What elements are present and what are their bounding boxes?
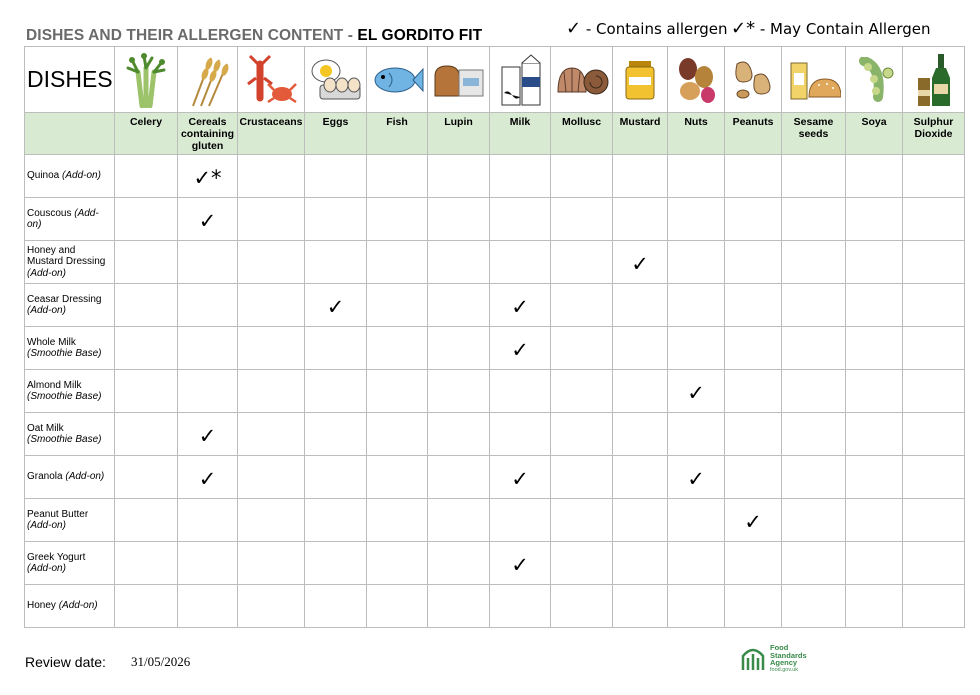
cell-soya	[846, 456, 903, 499]
cell-celery	[115, 198, 178, 241]
cell-soya	[846, 585, 903, 628]
dishes-heading: DISHES	[25, 47, 115, 113]
cell-soya	[846, 198, 903, 241]
cell-peanuts	[725, 284, 782, 327]
dish-note: (Add-on)	[58, 600, 98, 612]
dish-name-text: Greek Yogurt	[27, 551, 86, 563]
cell-eggs	[305, 585, 367, 628]
cell-peanuts	[725, 456, 782, 499]
cell-eggs	[305, 499, 367, 542]
table-row	[25, 499, 965, 542]
header-peanuts: Peanuts	[725, 113, 782, 155]
cell-gluten	[178, 284, 238, 327]
sesame-icon	[782, 47, 846, 113]
cell-sesame	[782, 499, 846, 542]
dish-name-text: Oat Milk	[27, 422, 64, 434]
header-fish: Fish	[367, 113, 428, 155]
cell-soya	[846, 327, 903, 370]
header-nuts: Nuts	[668, 113, 725, 155]
legend-contains-label: - Contains allergen	[581, 20, 728, 38]
dish-name	[25, 241, 115, 284]
peanuts-icon	[725, 47, 782, 113]
cell-lupin	[428, 198, 490, 241]
cell-gluten	[178, 370, 238, 413]
cell-sulphur	[903, 499, 965, 542]
cell-nuts	[668, 413, 725, 456]
dish-name-text: Honey	[27, 600, 59, 612]
dish-name-text: Whole Milk	[27, 336, 76, 348]
dish-rows	[25, 155, 965, 628]
check-icon: ✓	[687, 467, 705, 491]
check-icon: ✓	[631, 252, 649, 276]
cell-eggs	[305, 327, 367, 370]
eggs-icon	[305, 47, 367, 113]
header-blank	[25, 113, 115, 155]
cell-fish	[367, 284, 428, 327]
allergen-table	[24, 46, 965, 628]
cell-mustard	[613, 542, 668, 585]
cell-peanuts	[725, 413, 782, 456]
cell-sesame	[782, 155, 846, 198]
fsa-line3: Agency	[770, 658, 798, 667]
table-row	[25, 241, 965, 284]
cell-celery	[115, 284, 178, 327]
cell-celery	[115, 370, 178, 413]
legend-may-contain	[731, 18, 930, 39]
header-soya: Soya	[846, 113, 903, 155]
legend-contains	[566, 18, 727, 39]
check-star-icon: ✓*	[731, 18, 756, 39]
title-text: DISHES AND THEIR ALLERGEN CONTENT -	[26, 27, 358, 44]
cell-sulphur	[903, 198, 965, 241]
cell-mollusc	[551, 413, 613, 456]
cell-sesame	[782, 327, 846, 370]
dish-name	[25, 585, 115, 628]
cell-sesame	[782, 585, 846, 628]
cell-fish	[367, 241, 428, 284]
cell-peanuts	[725, 327, 782, 370]
table-row	[25, 585, 965, 628]
fsa-line2: Standards	[770, 650, 807, 660]
cell-milk	[490, 456, 551, 499]
cell-crustaceans	[238, 241, 305, 284]
check-icon: ✓	[566, 18, 582, 39]
milk-icon	[490, 47, 551, 113]
cell-lupin	[428, 499, 490, 542]
cell-mustard	[613, 241, 668, 284]
dish-name	[25, 456, 115, 499]
cell-milk	[490, 327, 551, 370]
dish-name-text: Granola	[27, 471, 66, 483]
cell-sulphur	[903, 327, 965, 370]
cell-peanuts	[725, 370, 782, 413]
cell-crustaceans	[238, 542, 305, 585]
cell-fish	[367, 413, 428, 456]
cell-crustaceans	[238, 585, 305, 628]
dish-name-text: Couscous	[27, 207, 75, 219]
wheat-icon	[178, 47, 238, 113]
cell-celery	[115, 155, 178, 198]
cell-milk	[490, 284, 551, 327]
cell-eggs	[305, 284, 367, 327]
dish-note: (Add-on)	[62, 170, 101, 182]
cell-gluten	[178, 456, 238, 499]
cell-soya	[846, 155, 903, 198]
wine-bottle-icon	[903, 47, 965, 113]
cell-mustard	[613, 198, 668, 241]
nuts-icon	[668, 47, 725, 113]
fsa-line1: Food	[770, 643, 789, 652]
cell-eggs	[305, 241, 367, 284]
celery-icon	[115, 47, 178, 113]
cell-mollusc	[551, 370, 613, 413]
cell-mollusc	[551, 327, 613, 370]
cell-sesame	[782, 241, 846, 284]
cell-milk	[490, 155, 551, 198]
cell-eggs	[305, 155, 367, 198]
cell-celery	[115, 241, 178, 284]
cell-sesame	[782, 413, 846, 456]
header-lupin: Lupin	[428, 113, 490, 155]
cell-milk	[490, 413, 551, 456]
table-row	[25, 284, 965, 327]
cell-mollusc	[551, 456, 613, 499]
table-row	[25, 542, 965, 585]
cell-gluten	[178, 499, 238, 542]
check-star-icon: ✓*	[193, 166, 222, 190]
header-mollusc: Mollusc	[551, 113, 613, 155]
cell-lupin	[428, 585, 490, 628]
check-icon: ✓	[198, 209, 217, 233]
table-row	[25, 198, 965, 241]
cell-sesame	[782, 542, 846, 585]
dish-name-text: Ceasar Dressing	[27, 293, 102, 305]
mustard-jar-icon	[613, 47, 668, 113]
fsa-url: food.gov.uk	[770, 666, 799, 673]
cell-crustaceans	[238, 284, 305, 327]
cell-milk	[490, 241, 551, 284]
cell-nuts	[668, 198, 725, 241]
cell-mustard	[613, 370, 668, 413]
cell-sulphur	[903, 284, 965, 327]
cell-mustard	[613, 585, 668, 628]
dish-name	[25, 542, 115, 585]
review-date: 31/05/2026	[131, 654, 191, 669]
cell-mollusc	[551, 284, 613, 327]
dish-note: (Add-on)	[27, 520, 66, 531]
dish-name	[25, 499, 115, 542]
icon-row	[25, 47, 965, 113]
cell-peanuts	[725, 499, 782, 542]
cell-fish	[367, 499, 428, 542]
cell-eggs	[305, 370, 367, 413]
cell-mollusc	[551, 241, 613, 284]
cell-fish	[367, 585, 428, 628]
cell-lupin	[428, 327, 490, 370]
header-mustard: Mustard	[613, 113, 668, 155]
table-row	[25, 370, 965, 413]
cell-eggs	[305, 542, 367, 585]
check-icon: ✓	[326, 295, 345, 319]
cell-peanuts	[725, 241, 782, 284]
cell-nuts	[668, 542, 725, 585]
cell-nuts	[668, 241, 725, 284]
cell-eggs	[305, 413, 367, 456]
cell-fish	[367, 456, 428, 499]
check-icon: ✓	[198, 424, 217, 448]
cell-crustaceans	[238, 370, 305, 413]
cell-milk	[490, 499, 551, 542]
dish-name-text: Quinoa	[27, 170, 63, 182]
cell-sulphur	[903, 585, 965, 628]
cell-sulphur	[903, 155, 965, 198]
cell-milk	[490, 585, 551, 628]
lupin-flour-icon	[428, 47, 490, 113]
cell-celery	[115, 499, 178, 542]
cell-mustard	[613, 155, 668, 198]
cell-crustaceans	[238, 198, 305, 241]
cell-sulphur	[903, 241, 965, 284]
dish-note: (Smoothie Base)	[27, 434, 102, 445]
cell-lupin	[428, 155, 490, 198]
dish-name	[25, 155, 115, 198]
cell-milk	[490, 542, 551, 585]
header-milk: Milk	[490, 113, 551, 155]
cell-crustaceans	[238, 327, 305, 370]
cell-lupin	[428, 284, 490, 327]
cell-nuts	[668, 456, 725, 499]
cell-soya	[846, 284, 903, 327]
header-sulphur: Sulphur Dioxide	[903, 113, 965, 155]
cell-eggs	[305, 456, 367, 499]
cell-crustaceans	[238, 155, 305, 198]
dish-note: (Add-on)	[27, 305, 66, 316]
check-icon: ✓	[511, 553, 529, 577]
cell-gluten	[178, 241, 238, 284]
cell-soya	[846, 241, 903, 284]
cell-celery	[115, 542, 178, 585]
dish-note: (Add-on)	[27, 267, 66, 279]
cell-gluten	[178, 413, 238, 456]
fsa-text	[770, 644, 807, 674]
cell-gluten	[178, 155, 238, 198]
cell-lupin	[428, 413, 490, 456]
cell-nuts	[668, 155, 725, 198]
cell-gluten	[178, 542, 238, 585]
table-row	[25, 413, 965, 456]
cell-lupin	[428, 542, 490, 585]
header-celery: Celery	[115, 113, 178, 155]
cell-mustard	[613, 456, 668, 499]
check-icon: ✓	[198, 467, 217, 491]
cell-soya	[846, 413, 903, 456]
header-eggs: Eggs	[305, 113, 367, 155]
lobster-crab-icon	[238, 47, 305, 113]
cell-nuts	[668, 284, 725, 327]
dish-note: (Smoothie Base)	[27, 348, 102, 359]
dish-note: (Add-on)	[27, 207, 99, 230]
dish-note: (Add-on)	[27, 563, 66, 574]
cell-milk	[490, 198, 551, 241]
cell-nuts	[668, 585, 725, 628]
cell-peanuts	[725, 585, 782, 628]
cell-sesame	[782, 456, 846, 499]
dish-name-text: Almond Milk	[27, 379, 82, 391]
cell-eggs	[305, 198, 367, 241]
cell-nuts	[668, 370, 725, 413]
cell-soya	[846, 499, 903, 542]
header-gluten: Cereals containing gluten	[178, 113, 238, 155]
dish-note: (Add-on)	[65, 471, 105, 483]
dish-name	[25, 370, 115, 413]
dish-note: (Smoothie Base)	[27, 391, 102, 402]
cell-sesame	[782, 370, 846, 413]
dish-name	[25, 413, 115, 456]
header-sesame: Sesame seeds	[782, 113, 846, 155]
check-icon: ✓	[744, 510, 762, 534]
cell-soya	[846, 370, 903, 413]
cell-mollusc	[551, 542, 613, 585]
check-icon: ✓	[511, 338, 529, 362]
cell-lupin	[428, 370, 490, 413]
cell-fish	[367, 155, 428, 198]
cell-fish	[367, 542, 428, 585]
review-label: Review date:	[25, 654, 106, 670]
cell-peanuts	[725, 198, 782, 241]
cell-peanuts	[725, 155, 782, 198]
cell-fish	[367, 198, 428, 241]
table-row	[25, 456, 965, 499]
dish-name	[25, 198, 115, 241]
table-row	[25, 155, 965, 198]
brand-name: EL GORDITO FIT	[357, 27, 483, 44]
cell-sesame	[782, 198, 846, 241]
cell-celery	[115, 327, 178, 370]
cell-mollusc	[551, 585, 613, 628]
cell-crustaceans	[238, 499, 305, 542]
cell-sesame	[782, 284, 846, 327]
check-icon: ✓	[687, 381, 705, 405]
fsa-logo	[740, 644, 807, 674]
check-icon: ✓	[511, 467, 529, 491]
check-icon: ✓	[511, 295, 529, 319]
table-row	[25, 327, 965, 370]
dish-name-text: Honey and Mustard Dressing	[27, 244, 106, 268]
cell-mollusc	[551, 499, 613, 542]
legend-may-label: - May Contain Allergen	[755, 20, 931, 38]
cell-lupin	[428, 241, 490, 284]
cell-gluten	[178, 585, 238, 628]
cell-nuts	[668, 499, 725, 542]
cell-celery	[115, 456, 178, 499]
cell-soya	[846, 542, 903, 585]
cell-mustard	[613, 284, 668, 327]
header-row	[25, 113, 965, 155]
cell-lupin	[428, 456, 490, 499]
cell-mollusc	[551, 198, 613, 241]
cell-fish	[367, 327, 428, 370]
cell-nuts	[668, 327, 725, 370]
cell-milk	[490, 370, 551, 413]
cell-sulphur	[903, 413, 965, 456]
dish-name	[25, 327, 115, 370]
cell-mustard	[613, 327, 668, 370]
dish-name-text: Peanut Butter	[27, 508, 89, 520]
cell-gluten	[178, 198, 238, 241]
fish-icon	[367, 47, 428, 113]
cell-sulphur	[903, 370, 965, 413]
cell-crustaceans	[238, 456, 305, 499]
cell-crustaceans	[238, 413, 305, 456]
page-title	[26, 27, 482, 45]
cell-mustard	[613, 413, 668, 456]
cell-fish	[367, 370, 428, 413]
cell-peanuts	[725, 542, 782, 585]
dish-name	[25, 284, 115, 327]
soya-icon	[846, 47, 903, 113]
cell-mollusc	[551, 155, 613, 198]
cell-sulphur	[903, 542, 965, 585]
shell-icon	[551, 47, 613, 113]
cell-celery	[115, 413, 178, 456]
fsa-emblem-icon	[740, 646, 766, 672]
cell-mustard	[613, 499, 668, 542]
cell-gluten	[178, 327, 238, 370]
cell-celery	[115, 585, 178, 628]
header-crustaceans: Crustaceans	[238, 113, 305, 155]
cell-sulphur	[903, 456, 965, 499]
